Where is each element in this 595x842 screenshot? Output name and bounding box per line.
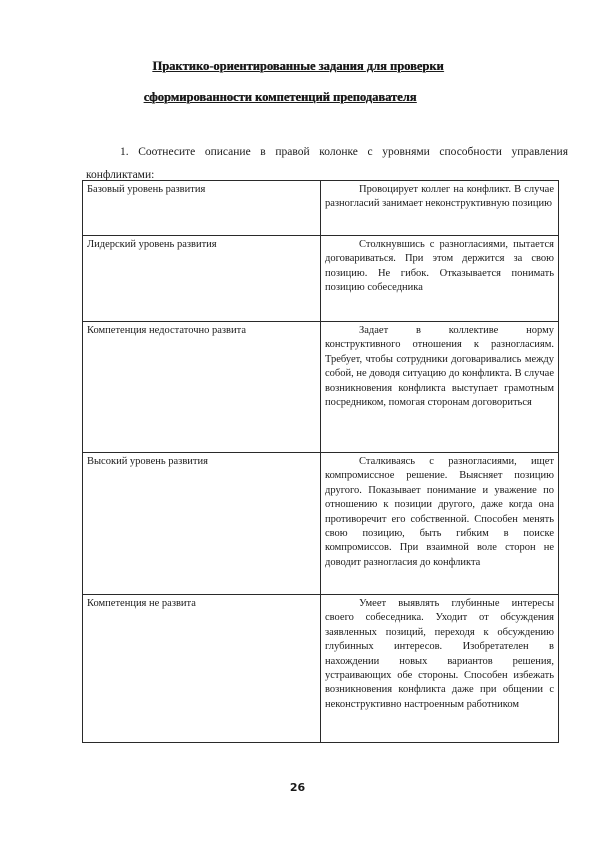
table-row — [83, 322, 559, 453]
level-cell: Компетенция недостаточно развита — [83, 322, 321, 453]
level-cell: Высокий уровень развития — [83, 453, 321, 595]
page-number: 26 — [289, 781, 306, 794]
description-cell: Столкнувшись с разногласиями, пытается договариваться. При этом держится за свою позицию. Не гибок. Отказывается понимать позицию собеседника — [321, 236, 559, 322]
table-row — [83, 181, 559, 236]
description-cell: Задает в коллективе норму конструктивного отношения к разногласиям. Требует, чтобы сотрудники договаривались между собой, не доводя ситуацию до конфликта. В случае возникновения конфликта выступает грамотным посредником, помогая сторонам договориться — [321, 322, 559, 453]
document-title-line-1: Практико-ориентированные задания для проверки — [152, 59, 444, 73]
level-cell: Базовый уровень развития — [83, 181, 321, 236]
table-row — [83, 595, 559, 743]
table-row — [83, 453, 559, 595]
description-cell: Умеет выявлять глубинные интересы своего собеседника. Уходит от обсуждения заявленных позиций, переходя к обсуждению глубинных интересов. Изобретателен в нахождении новых вариантов решения, устраивающих обе стороны. Способен избежать возникновения конфликта даже при общении с неконструктивно настроенным работником — [321, 595, 559, 743]
matching-table — [82, 180, 559, 743]
table-row — [83, 236, 559, 322]
level-cell: Компетенция не развита — [83, 595, 321, 743]
task-intro-line-2: конфликтами: — [86, 169, 155, 181]
level-cell: Лидерский уровень развития — [83, 236, 321, 322]
document-title-line-2: сформированности компетенций преподавателя — [143, 90, 417, 104]
description-cell: Сталкиваясь с разногласиями, ищет компромиссное решение. Выясняет позицию другого. Показывает понимание и уважение по отношению к позиции другого, даже когда она противоречит его собственной. Способен менять свою позицию, быть гибким в поиске компромиссов. При взаимной воле сторон не доводит разногласия до конфликта — [321, 453, 559, 595]
description-cell: Провоцирует коллег на конфликт. В случае разногласий занимает неконструктивную позицию — [321, 181, 559, 236]
task-intro-line-1: 1. Соотнесите описание в правой колонке с уровнями способности управления — [120, 146, 568, 158]
